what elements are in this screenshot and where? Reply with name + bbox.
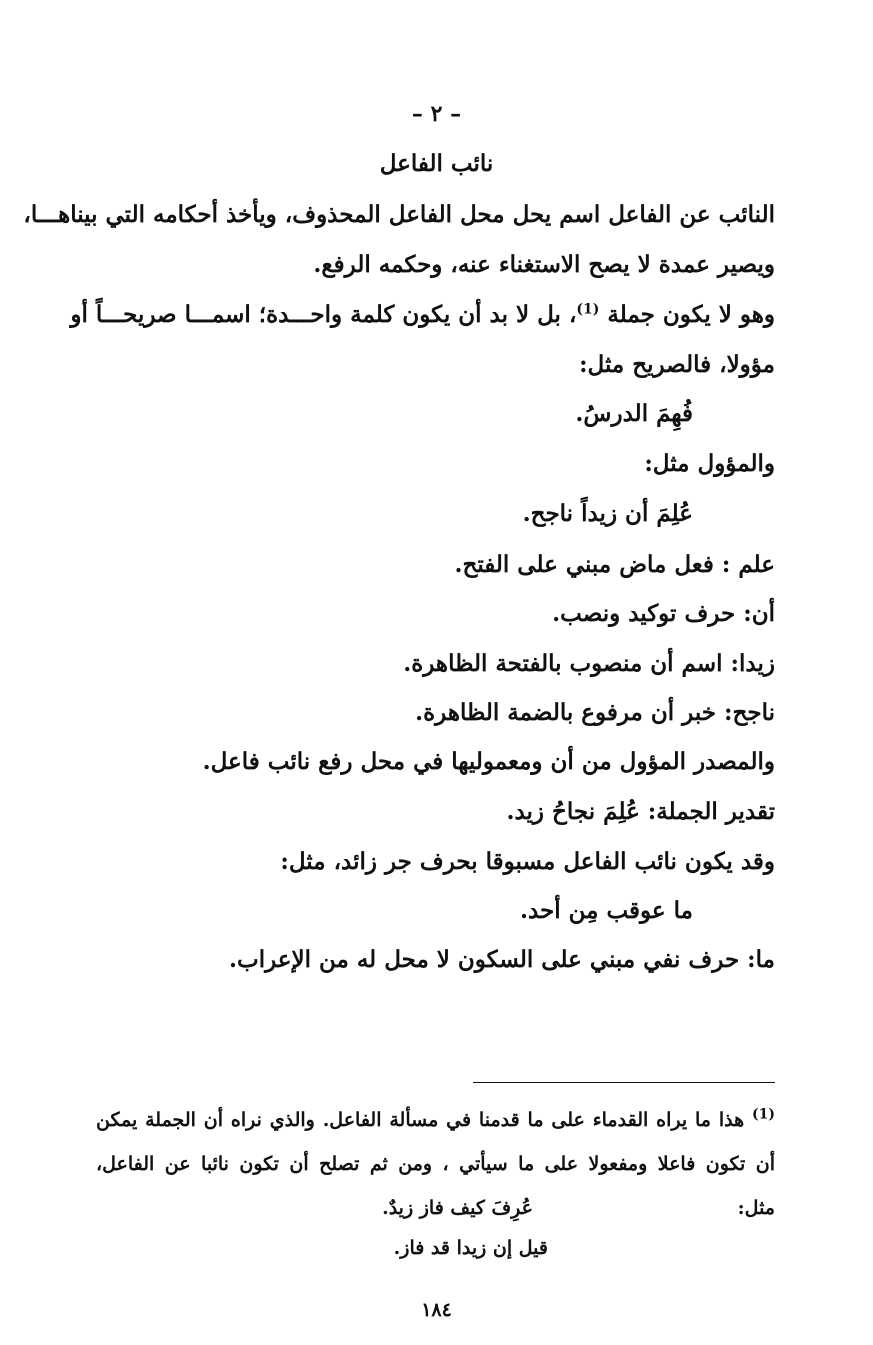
- parsing-line-3: زيدا: اسم أن منصوب بالفتحة الظاهرة.: [403, 650, 775, 677]
- paragraph-1-line-2: ويصير عمدة لا يصح الاستغناء عنه، وحكمه الرفع.: [313, 251, 775, 278]
- footnote-line-1-text: هذا ما يراه القدماء على ما قدمنا في مسألة الفاعل. والذي نراه أن الجملة يمكن: [96, 1109, 745, 1131]
- paragraph-3: والمؤول مثل:: [644, 450, 775, 477]
- example-sentence-2: عُلِمَ أن زيداً ناجح.: [522, 500, 693, 527]
- parsing-line-2: أن: حرف توكيد ونصب.: [552, 600, 775, 627]
- footnote-example-1: عُرِفَ كيف فاز زيدٌ.: [382, 1197, 533, 1219]
- footnote-reference: (1): [576, 301, 600, 318]
- paragraph-4: والمصدر المؤول من أن ومعموليها في محل رفع نائب فاعل.: [202, 748, 775, 775]
- section-page-marker: – ٢ –: [411, 101, 462, 127]
- example-sentence-1: فُهِمَ الدرسُ.: [575, 400, 693, 427]
- example-sentence-3: ما عوقب مِن أحد.: [519, 897, 693, 924]
- paragraph-1-line-1: النائب عن الفاعل اسم يحل محل الفاعل المحذوف، ويأخذ أحكامه التي بيناهـــا،: [23, 201, 775, 228]
- footnote-marker: (1): [752, 1106, 775, 1123]
- chapter-title: نائب الفاعل: [379, 150, 494, 177]
- footnote-example-label: مثل:: [737, 1197, 775, 1219]
- footnote-line-2: أن تكون فاعلا ومفعولا على ما سيأتي ، ومن ثم تصلح أن تكون نائبا عن الفاعل،: [96, 1153, 775, 1175]
- footnote-line-1: [96, 1106, 775, 1134]
- paragraph-6: وقد يكون نائب الفاعل مسبوقا بحرف جر زائد، مثل:: [280, 848, 775, 875]
- paragraph-2-line-2: مؤولا، فالصريح مثل:: [579, 351, 775, 378]
- footnote-example-2: قيل إن زيدا قد فاز.: [393, 1237, 548, 1259]
- parsing-line-4: ناجح: خبر أن مرفوع بالضمة الظاهرة.: [415, 699, 775, 726]
- parsing-line-5: ما: حرف نفي مبني على السكون لا محل له من الإعراب.: [229, 946, 775, 973]
- paragraph-2-text-before-ref: وهو لا يكون جملة: [607, 301, 775, 328]
- footnote-divider: [473, 1082, 775, 1083]
- parsing-line-1: علم : فعل ماض مبني على الفتح.: [454, 551, 775, 578]
- paragraph-5: تقدير الجملة: عُلِمَ نجاحُ زيد.: [506, 798, 775, 825]
- page-number: ١٨٤: [421, 1299, 452, 1321]
- paragraph-2-text-after-ref: ، بل لا بد أن يكون كلمة واحـــدة؛ اسمـــا صريحـــاً أو: [70, 301, 577, 328]
- paragraph-2-line-1: [70, 299, 775, 331]
